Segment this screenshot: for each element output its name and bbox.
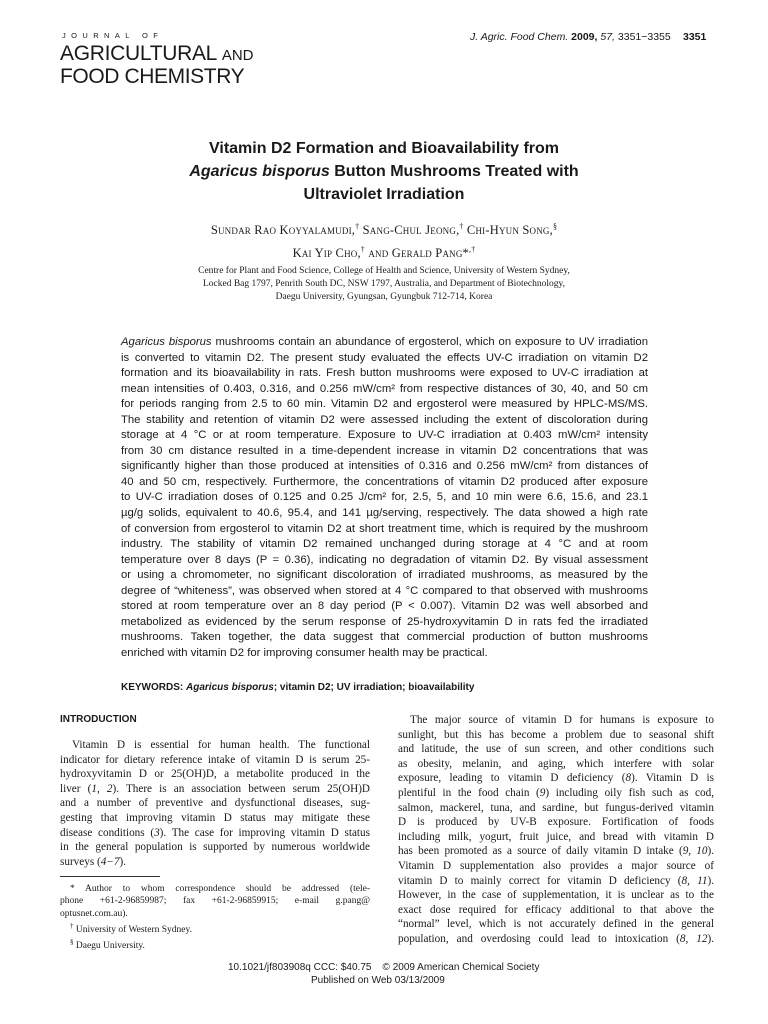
- journal-logo-line-1: [60, 43, 253, 67]
- citation-journal: J. Agric. Food Chem.: [470, 31, 569, 43]
- body-line: liver (1, 2). There is an association between serum 25(OH)D: [60, 782, 371, 795]
- body-line: exact dose required for efficacy additional to that above the: [398, 903, 714, 916]
- affiliation: [120, 265, 648, 304]
- body-line: has been promoted as a source of daily vitamin D intake (9, 10).: [398, 845, 715, 858]
- abstract-line: [121, 335, 648, 351]
- citation-year: 2009,: [571, 31, 598, 43]
- body-line: vitamin D to mainly correct for vitamin D deficiency (8, 11).: [398, 874, 714, 887]
- citation-line: [470, 31, 671, 43]
- abstract-line: mushrooms. Taken together, the data suggest that commercial production of button mushrooms: [121, 631, 648, 644]
- abstract-line: of conversion from ergosterol to vitamin D2 at short treatment time, which is required by the mushroom: [121, 522, 648, 535]
- title-line-3: Ultraviolet Irradiation: [303, 186, 465, 203]
- body-line: population, and overdosing could lead to intoxication (8, 12).: [398, 932, 715, 945]
- abstract-line: stored at room temperature over an 8 day period (P < 0.007). Vitamin D2 was well absorbed and: [121, 600, 648, 613]
- abstract-species: Agaricus bisporus: [121, 336, 212, 348]
- author-3-mark: §: [552, 222, 558, 231]
- body-line: exposure, leading to vitamin D deficiency (8). Vitamin D is: [398, 772, 714, 785]
- title-line-2: [120, 160, 648, 183]
- title-line-2-rest: Button Mushrooms Treated with: [329, 163, 579, 180]
- authors-line-1: [100, 217, 668, 240]
- abstract-line: µg/g solids, equivalent to 40.6, 95.4, and 141 µg/serving, respectively. The data showed a high rate: [121, 507, 648, 520]
- citation-volume: 57,: [600, 31, 615, 43]
- footnote-rule: [60, 876, 160, 877]
- author-3: Chi-Hyun Song,: [463, 223, 553, 238]
- page-number: 3351: [683, 31, 707, 43]
- body-line: “normal” level, which is not accurately defined in the general: [398, 918, 714, 931]
- abstract-line: The stability and retention of vitamin D2 were assessed including the extent of discoloration during: [121, 413, 648, 426]
- body-line: indicator for dietary reference intake of vitamin D is serum 25-: [60, 753, 370, 766]
- abstract-line: industry. The stability of vitamin D2 remained unchanged during storage at 4 °C and at room: [121, 538, 648, 551]
- affiliation-line-3: Daegu University, Gyungsan, Gyungbuk 712-714, Korea: [275, 292, 493, 302]
- body-line: surveys (4−7).: [60, 855, 126, 868]
- author-5-mark: ,†: [469, 245, 476, 255]
- footnote-line: phone +61-2-96859987; fax +61-2-96859915; e-mail g.pang@: [60, 896, 370, 907]
- footnote-affiliation-1-text: University of Western Sydney.: [73, 925, 192, 936]
- body-line: and latitude, the use of sun screen, and other conditions such: [398, 743, 714, 756]
- abstract-line: mean intensities of 0.403, 0.316, and 0.256 mW/cm² from respective distances of 30, 40, and 50 cm: [121, 382, 648, 395]
- footnotes: [60, 883, 370, 953]
- body-line: disease conditions (3). The case for improving vitamin D status: [60, 826, 370, 839]
- citation-reference: 8, 11: [681, 874, 708, 887]
- abstract-line: for periods ranging from 2.5 to 60 min. Vitamin D2 and ergosterol were measured by HPLC-MS/MS.: [121, 398, 648, 411]
- body-line: hydroxyvitamin D or 25(OH)D, a metabolite produced in the: [60, 768, 370, 781]
- keywords-species: Agaricus bisporus: [186, 682, 274, 693]
- abstract-line: or using a chromometer, no significant discoloration of irradiated mushrooms, as measured by the: [121, 569, 648, 582]
- citation-reference: 8: [625, 772, 632, 785]
- authors-line-2: [100, 240, 668, 263]
- body-line: Vitamin D is essential for human health. The functional: [72, 739, 370, 751]
- journal-logo-line-2: FOOD CHEMISTRY: [60, 65, 245, 88]
- journal-logo-small: JOURNAL OF: [62, 31, 164, 40]
- abstract: [121, 335, 648, 661]
- section-heading-introduction: INTRODUCTION: [60, 714, 137, 725]
- doi-copyright-line: 10.1021/jf803908q CCC: $40.75 © 2009 American Chemical Society: [228, 962, 540, 973]
- abstract-line: metabolized as evidenced by the serum response of 25-hydroxyvitamin D in rats fed the irradiated: [121, 615, 648, 628]
- body-line: gesting that improving vitamin D status may mitigate these: [60, 811, 370, 824]
- footnote-affiliation-2-text: Daegu University.: [73, 941, 145, 952]
- body-line: as obesity, melanin, and aging, which interfere with solar: [398, 757, 714, 770]
- keywords-rest: ; vitamin D2; UV irradiation; bioavailability: [273, 682, 475, 693]
- author-list: [100, 217, 668, 263]
- citation-reference: 8, 12: [679, 932, 708, 945]
- title-species: Agaricus bisporus: [189, 163, 330, 180]
- journal-logo-and: AND: [221, 47, 254, 64]
- abstract-line: enriched with vitamin D2 for improving consumer health may be practical.: [121, 646, 488, 659]
- footnote-affiliation-1: [60, 920, 370, 936]
- body-line: However, in the case of supplementation, it is unclear as to the: [398, 889, 714, 902]
- body-line: and a number of preventive and dysfunctional diseases, sug-: [60, 797, 370, 810]
- author-4: Kai Yip Cho,: [292, 246, 361, 261]
- author-2-mark: †: [459, 222, 464, 231]
- abstract-line: from 30 cm distance resulted in a time-dependent increase in vitamin D2 concentrations that was: [121, 444, 648, 457]
- author-4-mark: †: [360, 245, 365, 255]
- body-line: salmon, mackerel, tuna, and sardine, but fungus-derived vitamin: [398, 801, 714, 814]
- publication-date-line: Published on Web 03/13/2009: [311, 975, 445, 986]
- left-column-text: [60, 738, 370, 869]
- article-title: [120, 137, 648, 206]
- footnote-mark-section: §: [70, 938, 74, 947]
- abstract-line: significantly higher than those produced at intensities of 0.316 and 0.256 mW/cm² from distances of: [121, 460, 648, 473]
- affiliation-line-2: Locked Bag 1797, Penrith South DC, NSW 1797, Australia, and Department of Biotechnology,: [202, 279, 565, 289]
- body-line: Vitamin D supplementation also provides a major source of: [398, 859, 714, 872]
- body-line: including milk, yogurt, fruit juice, and bread with vitamin D: [398, 830, 714, 843]
- author-5: and Gerald Pang*: [365, 246, 469, 261]
- abstract-line: temperature over 8 days (P = 0.36), indicating no degradation of vitamin D2. By visual assessment: [121, 553, 648, 566]
- citation-reference: 9, 10: [682, 845, 708, 858]
- citation-reference: 1, 2: [91, 782, 113, 795]
- abstract-line: is converted to vitamin D2. The present study evaluated the effects UV-C irradiation on vitamin D2: [121, 351, 648, 364]
- abstract-line: 40 and 50 cm, respectively. Furthermore, the concentrations of vitamin D2 produced after exposure: [121, 475, 648, 488]
- body-line: plentiful in the food chain (9) including oily fish such as cod,: [398, 786, 714, 799]
- citation-reference: 4−7: [100, 855, 120, 868]
- keywords: [121, 682, 474, 693]
- body-line: sunlight, but this has become a problem due to seasonal shift: [398, 728, 714, 741]
- abstract-line-1-rest: mushrooms contain an abundance of ergosterol, which on exposure to UV irradiation: [211, 336, 648, 348]
- title-line-1: Vitamin D2 Formation and Bioavailability from: [209, 140, 559, 157]
- right-column-text: [398, 713, 714, 947]
- footnote-affiliation-2: [60, 936, 370, 952]
- footnote-line: optusnet.com.au).: [60, 908, 128, 919]
- author-2: Sang-Chul Jeong,: [359, 223, 460, 238]
- author-1-mark: †: [355, 222, 360, 231]
- affiliation-line-1: Centre for Plant and Food Science, College of Health and Science, University of Western Sydney,: [198, 266, 570, 276]
- citation-pages: 3351−3355: [617, 31, 671, 43]
- citation-reference: 9: [539, 786, 546, 799]
- keywords-label: KEYWORDS:: [121, 682, 184, 693]
- author-1: Sundar Rao Koyyalamudi,: [210, 223, 356, 238]
- journal-logo-agricultural: AGRICULTURAL: [60, 42, 217, 65]
- abstract-line: to UV-C irradiation doses of 0.125 and 0.25 J/cm² for, 2.5, 5, and 10 min were 6.6, 15.6, and 23.1: [121, 491, 648, 504]
- body-line: The major source of vitamin D for humans is exposure to: [410, 714, 714, 726]
- body-line: D is produced by UV-B exposure. Fortification of foods: [398, 816, 714, 829]
- footnote-line: * Author to whom correspondence should be addressed (tele-: [70, 884, 370, 894]
- citation-reference: 3: [154, 826, 160, 839]
- abstract-line: storage at 4 °C or at room temperature. Exposure to UV-C irradiation at 0.403 mW/cm² intensity: [121, 429, 648, 442]
- body-line: in the general population is supported by numerous worldwide: [60, 841, 370, 854]
- abstract-line: degree of “whiteness”, was observed when stored at 4 °C compared to that observed with mushrooms: [121, 584, 648, 597]
- footnote-mark-dagger: †: [70, 921, 74, 930]
- abstract-line: formation and its bioavailability in rats. Fresh button mushrooms were exposed to UV-C irradiation at: [121, 367, 648, 380]
